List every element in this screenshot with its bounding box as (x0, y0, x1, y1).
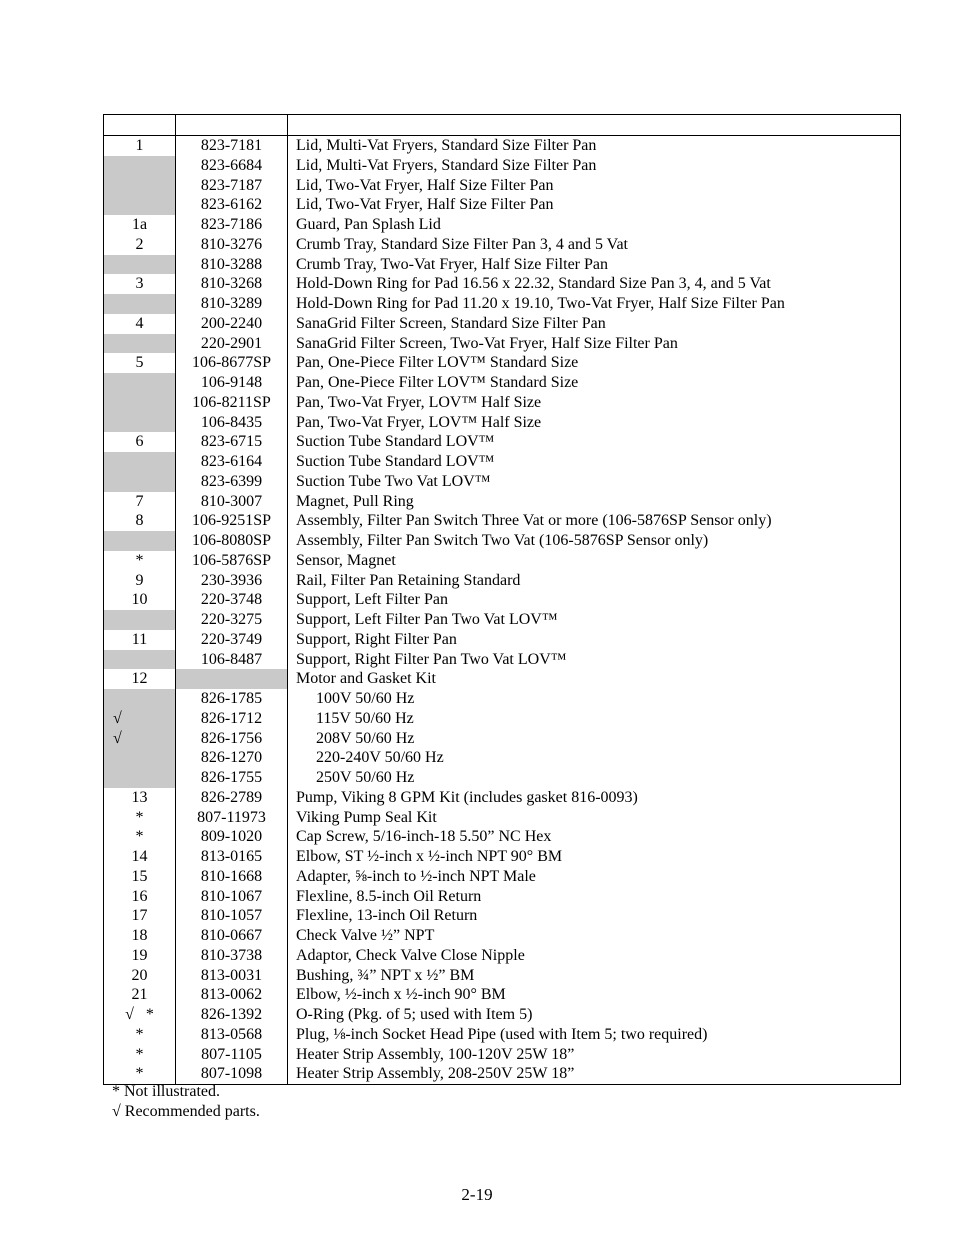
item-number-cell: 5 (135, 354, 144, 372)
footnotes (112, 1082, 260, 1122)
part-number-cell: 220-3275 (200, 611, 263, 628)
table-row (104, 926, 900, 946)
description-cell: SanaGrid Filter Screen, Standard Size Filter Pan (296, 314, 606, 332)
part-number-cell: 823-6715 (200, 433, 263, 451)
description-cell: Crumb Tray, Standard Size Filter Pan 3, 4 and 5 Vat (296, 235, 628, 253)
part-number-cell: 813-0062 (200, 986, 263, 1004)
item-number-cell: * (135, 1025, 144, 1043)
table-row (104, 709, 900, 729)
footnote-recommended: √ Recommended parts. (112, 1102, 260, 1120)
description-cell: Pan, One-Piece Filter LOV™ Standard Size (296, 374, 579, 391)
part-number-cell: 823-6684 (200, 156, 263, 174)
table-row (104, 176, 900, 196)
item-number-cell (104, 610, 175, 630)
description-cell: Support, Left Filter Pan (296, 591, 448, 609)
item-number-cell: 9 (135, 571, 144, 589)
table-row (104, 1025, 900, 1045)
item-number-cell: 4 (135, 314, 144, 332)
item-number-cell (104, 156, 175, 176)
table-row (104, 650, 900, 670)
part-number-cell: 807-1105 (201, 1045, 262, 1063)
table-row (104, 906, 900, 926)
part-number-cell: 810-3738 (200, 946, 263, 964)
description-cell: Plug, ⅛-inch Socket Head Pipe (used with Item 5; two required) (296, 1025, 708, 1043)
item-number-cell: * (135, 808, 144, 826)
table-row (104, 511, 900, 531)
description-cell: Pan, One-Piece Filter LOV™ Standard Size (296, 354, 579, 372)
description-cell: Motor and Gasket Kit (296, 670, 436, 688)
part-number-cell: 809-1020 (200, 828, 263, 846)
item-number-cell (104, 393, 175, 413)
item-number-cell: √ (113, 729, 122, 747)
table-row (104, 156, 900, 176)
table-row (104, 610, 900, 630)
table-row (104, 985, 900, 1005)
part-number-cell: 810-1668 (200, 867, 263, 885)
item-number-cell: 15 (131, 867, 148, 885)
table-row (104, 946, 900, 966)
description-cell: Adaptor, Check Valve Close Nipple (296, 946, 525, 964)
table-row (104, 413, 900, 433)
description-cell: Hold-Down Ring for Pad 11.20 x 19.10, Two-Vat Fryer, Half Size Filter Pan (296, 295, 785, 312)
table-row (104, 314, 900, 334)
item-number-cell (104, 531, 175, 551)
item-number-cell: √ (113, 709, 122, 727)
description-cell: SanaGrid Filter Screen, Two-Vat Fryer, Half Size Filter Pan (296, 334, 678, 352)
item-number-cell: 18 (131, 927, 148, 944)
description-cell: 220-240V 50/60 Hz (316, 749, 444, 767)
part-number-cell: 220-3748 (200, 591, 263, 609)
part-number-cell: 220-2901 (200, 334, 263, 352)
description-cell: Viking Pump Seal Kit (296, 808, 437, 826)
item-number-cell (104, 334, 175, 354)
description-cell: Assembly, Filter Pan Switch Three Vat or more (106-5876SP Sensor only) (296, 512, 772, 530)
part-number-cell: 810-3276 (200, 235, 263, 253)
table-row (104, 1005, 900, 1025)
part-number-cell: 810-1067 (200, 887, 263, 905)
item-number-cell: 2 (135, 235, 144, 253)
item-number-cell: 12 (131, 670, 148, 688)
item-number-cell (104, 294, 175, 314)
table-row (104, 255, 900, 275)
item-number-cell: 14 (131, 848, 148, 865)
footnote-not-illustrated: * Not illustrated. (112, 1083, 220, 1100)
part-number-cell: 106-9148 (200, 374, 263, 391)
part-number-cell: 823-7181 (200, 137, 263, 154)
description-cell: Assembly, Filter Pan Switch Two Vat (106-5876SP Sensor only) (296, 532, 709, 549)
description-cell: Check Valve ½” NPT (296, 927, 435, 944)
item-number-cell: 7 (135, 492, 144, 510)
part-number-cell: 813-0568 (200, 1025, 263, 1043)
item-number-cell (104, 650, 175, 670)
part-number-cell: 826-1392 (200, 1006, 263, 1023)
item-number-cell (104, 472, 175, 492)
table-row (104, 630, 900, 650)
description-cell: Suction Tube Standard LOV™ (296, 453, 495, 470)
item-number-cell: * (135, 1045, 144, 1063)
item-number-cell: 16 (131, 887, 148, 905)
table-row (104, 136, 900, 156)
table-row (104, 373, 900, 393)
table-row (104, 334, 900, 354)
table-row (104, 966, 900, 986)
part-number-cell: 106-8211SP (192, 393, 271, 411)
part-number-cell: 813-0165 (200, 848, 263, 865)
part-number-cell: 810-0667 (200, 927, 263, 944)
part-number-cell: 807-1098 (200, 1065, 263, 1083)
item-number-cell: 19 (131, 946, 148, 964)
part-number-cell: 823-6164 (200, 453, 263, 470)
part-number-cell: 810-1057 (200, 907, 263, 925)
table-row (104, 393, 900, 413)
table-row (104, 808, 900, 828)
item-number-cell (104, 689, 175, 709)
table-row (104, 215, 900, 235)
description-cell: 208V 50/60 Hz (316, 729, 415, 747)
item-number-cell: 11 (131, 630, 148, 648)
description-cell: Suction Tube Two Vat LOV™ (296, 472, 491, 490)
description-cell: Flexline, 13-inch Oil Return (296, 907, 478, 925)
table-row (104, 729, 900, 749)
description-cell: Support, Right Filter Pan (296, 630, 457, 648)
table-row (104, 551, 900, 571)
description-cell: Rail, Filter Pan Retaining Standard (296, 571, 521, 589)
description-cell: Suction Tube Standard LOV™ (296, 433, 495, 451)
column-divider-item (175, 115, 176, 1084)
item-number-cell (104, 373, 175, 393)
item-number-cell: 8 (135, 512, 144, 530)
item-number-cell: 10 (131, 591, 148, 609)
table-row (104, 195, 900, 215)
page-number: 2-19 (461, 1185, 493, 1204)
table-row (104, 748, 900, 768)
part-number-cell: 200-2240 (200, 314, 263, 332)
part-number-cell: 826-1756 (200, 729, 263, 747)
item-number-cell: 1 (135, 137, 144, 154)
item-number-cell: √ * (125, 1006, 154, 1023)
item-number-cell: * (135, 1065, 144, 1083)
part-number-cell: 813-0031 (200, 966, 263, 984)
part-number-cell: 826-1785 (200, 690, 263, 707)
table-row (104, 274, 900, 294)
description-cell: 100V 50/60 Hz (316, 690, 415, 707)
item-number-cell: * (135, 828, 144, 846)
description-cell: Elbow, ST ½-inch x ½-inch NPT 90° BM (296, 848, 563, 865)
description-cell: Lid, Two-Vat Fryer, Half Size Filter Pan (296, 176, 554, 194)
description-cell: Cap Screw, 5/16-inch-18 5.50” NC Hex (296, 828, 552, 846)
item-number-cell (104, 176, 175, 196)
description-cell: 115V 50/60 Hz (316, 709, 414, 727)
table-row (104, 571, 900, 591)
description-cell: Bushing, ¾” NPT x ½” BM (296, 966, 475, 984)
part-number-cell: 106-8080SP (191, 532, 272, 549)
description-cell: Hold-Down Ring for Pad 16.56 x 22.32, Standard Size Pan 3, 4, and 5 Vat (296, 275, 771, 293)
description-cell: Guard, Pan Splash Lid (296, 216, 441, 233)
description-cell: Heater Strip Assembly, 100-120V 25W 18” (296, 1045, 575, 1063)
item-number-cell (104, 452, 175, 472)
description-cell: Sensor, Magnet (296, 551, 396, 569)
table-row (104, 492, 900, 512)
description-cell: Heater Strip Assembly, 208-250V 25W 18” (296, 1065, 575, 1083)
item-number-cell: 21 (131, 986, 148, 1004)
table-row (104, 531, 900, 551)
part-number-cell: 220-3749 (200, 630, 263, 648)
table-body (104, 136, 900, 1084)
table-row (104, 432, 900, 452)
table-row (104, 590, 900, 610)
item-number-cell: 3 (135, 275, 144, 293)
part-number-cell: 810-3289 (200, 295, 263, 312)
item-number-cell (104, 768, 175, 788)
description-cell: Flexline, 8.5-inch Oil Return (296, 887, 482, 905)
item-number-cell: 1a (131, 216, 148, 233)
part-number-cell: 823-7187 (200, 176, 263, 194)
table-row (104, 235, 900, 255)
description-cell: Support, Left Filter Pan Two Vat LOV™ (296, 611, 558, 628)
description-cell: Pan, Two-Vat Fryer, LOV™ Half Size (296, 413, 542, 431)
part-number-cell: 823-6162 (200, 196, 263, 214)
table-row (104, 472, 900, 492)
item-number-cell: * (135, 551, 144, 569)
part-number-cell: 823-6399 (200, 472, 263, 490)
table-row (104, 294, 900, 314)
item-number-cell (104, 413, 175, 433)
description-cell: Lid, Multi-Vat Fryers, Standard Size Filter Pan (296, 156, 597, 174)
description-cell: Crumb Tray, Two-Vat Fryer, Half Size Filter Pan (296, 255, 608, 273)
table-row (104, 788, 900, 808)
table-row (104, 827, 900, 847)
description-cell: Elbow, ½-inch x ½-inch 90° BM (296, 986, 506, 1004)
parts-table (103, 114, 901, 1085)
description-cell: O-Ring (Pkg. of 5; used with Item 5) (296, 1006, 533, 1023)
description-cell: Lid, Two-Vat Fryer, Half Size Filter Pan (296, 196, 554, 214)
table-row (104, 887, 900, 907)
part-number-cell: 826-2789 (200, 788, 263, 806)
table-row (104, 867, 900, 887)
part-number-cell: 106-5876SP (191, 551, 272, 569)
part-number-cell: 106-9251SP (191, 512, 272, 530)
description-cell: Pan, Two-Vat Fryer, LOV™ Half Size (296, 393, 542, 411)
description-cell: Pump, Viking 8 GPM Kit (includes gasket 816-0093) (296, 788, 638, 806)
item-number-cell (104, 748, 175, 768)
item-number-cell: 13 (131, 788, 148, 806)
description-cell: 250V 50/60 Hz (316, 769, 415, 786)
column-divider-part (287, 115, 288, 1084)
description-cell: Lid, Multi-Vat Fryers, Standard Size Filter Pan (296, 137, 597, 154)
table-row (104, 689, 900, 709)
item-number-cell: 20 (131, 966, 148, 984)
part-number-cell: 106-8677SP (191, 354, 272, 372)
table-row (104, 669, 900, 689)
table-header-row (104, 115, 900, 136)
item-number-cell (104, 195, 175, 215)
part-number-cell: 230-3936 (200, 571, 263, 589)
part-number-cell: 826-1755 (200, 769, 263, 786)
part-number-cell: 826-1712 (200, 709, 263, 727)
part-number-cell: 810-3268 (200, 275, 263, 293)
item-number-cell: 17 (131, 907, 148, 925)
part-number-cell: 106-8487 (200, 650, 263, 668)
table-row (104, 1045, 900, 1065)
table-row (104, 452, 900, 472)
table-row (104, 353, 900, 373)
part-number-cell (176, 669, 287, 689)
part-number-cell: 826-1270 (200, 749, 263, 767)
part-number-cell: 810-3288 (200, 255, 263, 273)
description-cell: Adapter, ⅝-inch to ½-inch NPT Male (296, 867, 536, 885)
part-number-cell: 810-3007 (200, 492, 263, 510)
description-cell: Magnet, Pull Ring (296, 492, 414, 510)
table-row (104, 768, 900, 788)
item-number-cell (104, 255, 175, 275)
part-number-cell: 823-7186 (200, 216, 263, 233)
part-number-cell: 106-8435 (200, 413, 263, 431)
item-number-cell: 6 (135, 433, 144, 451)
table-row (104, 847, 900, 867)
part-number-cell: 807-11973 (197, 808, 266, 826)
description-cell: Support, Right Filter Pan Two Vat LOV™ (296, 650, 567, 668)
